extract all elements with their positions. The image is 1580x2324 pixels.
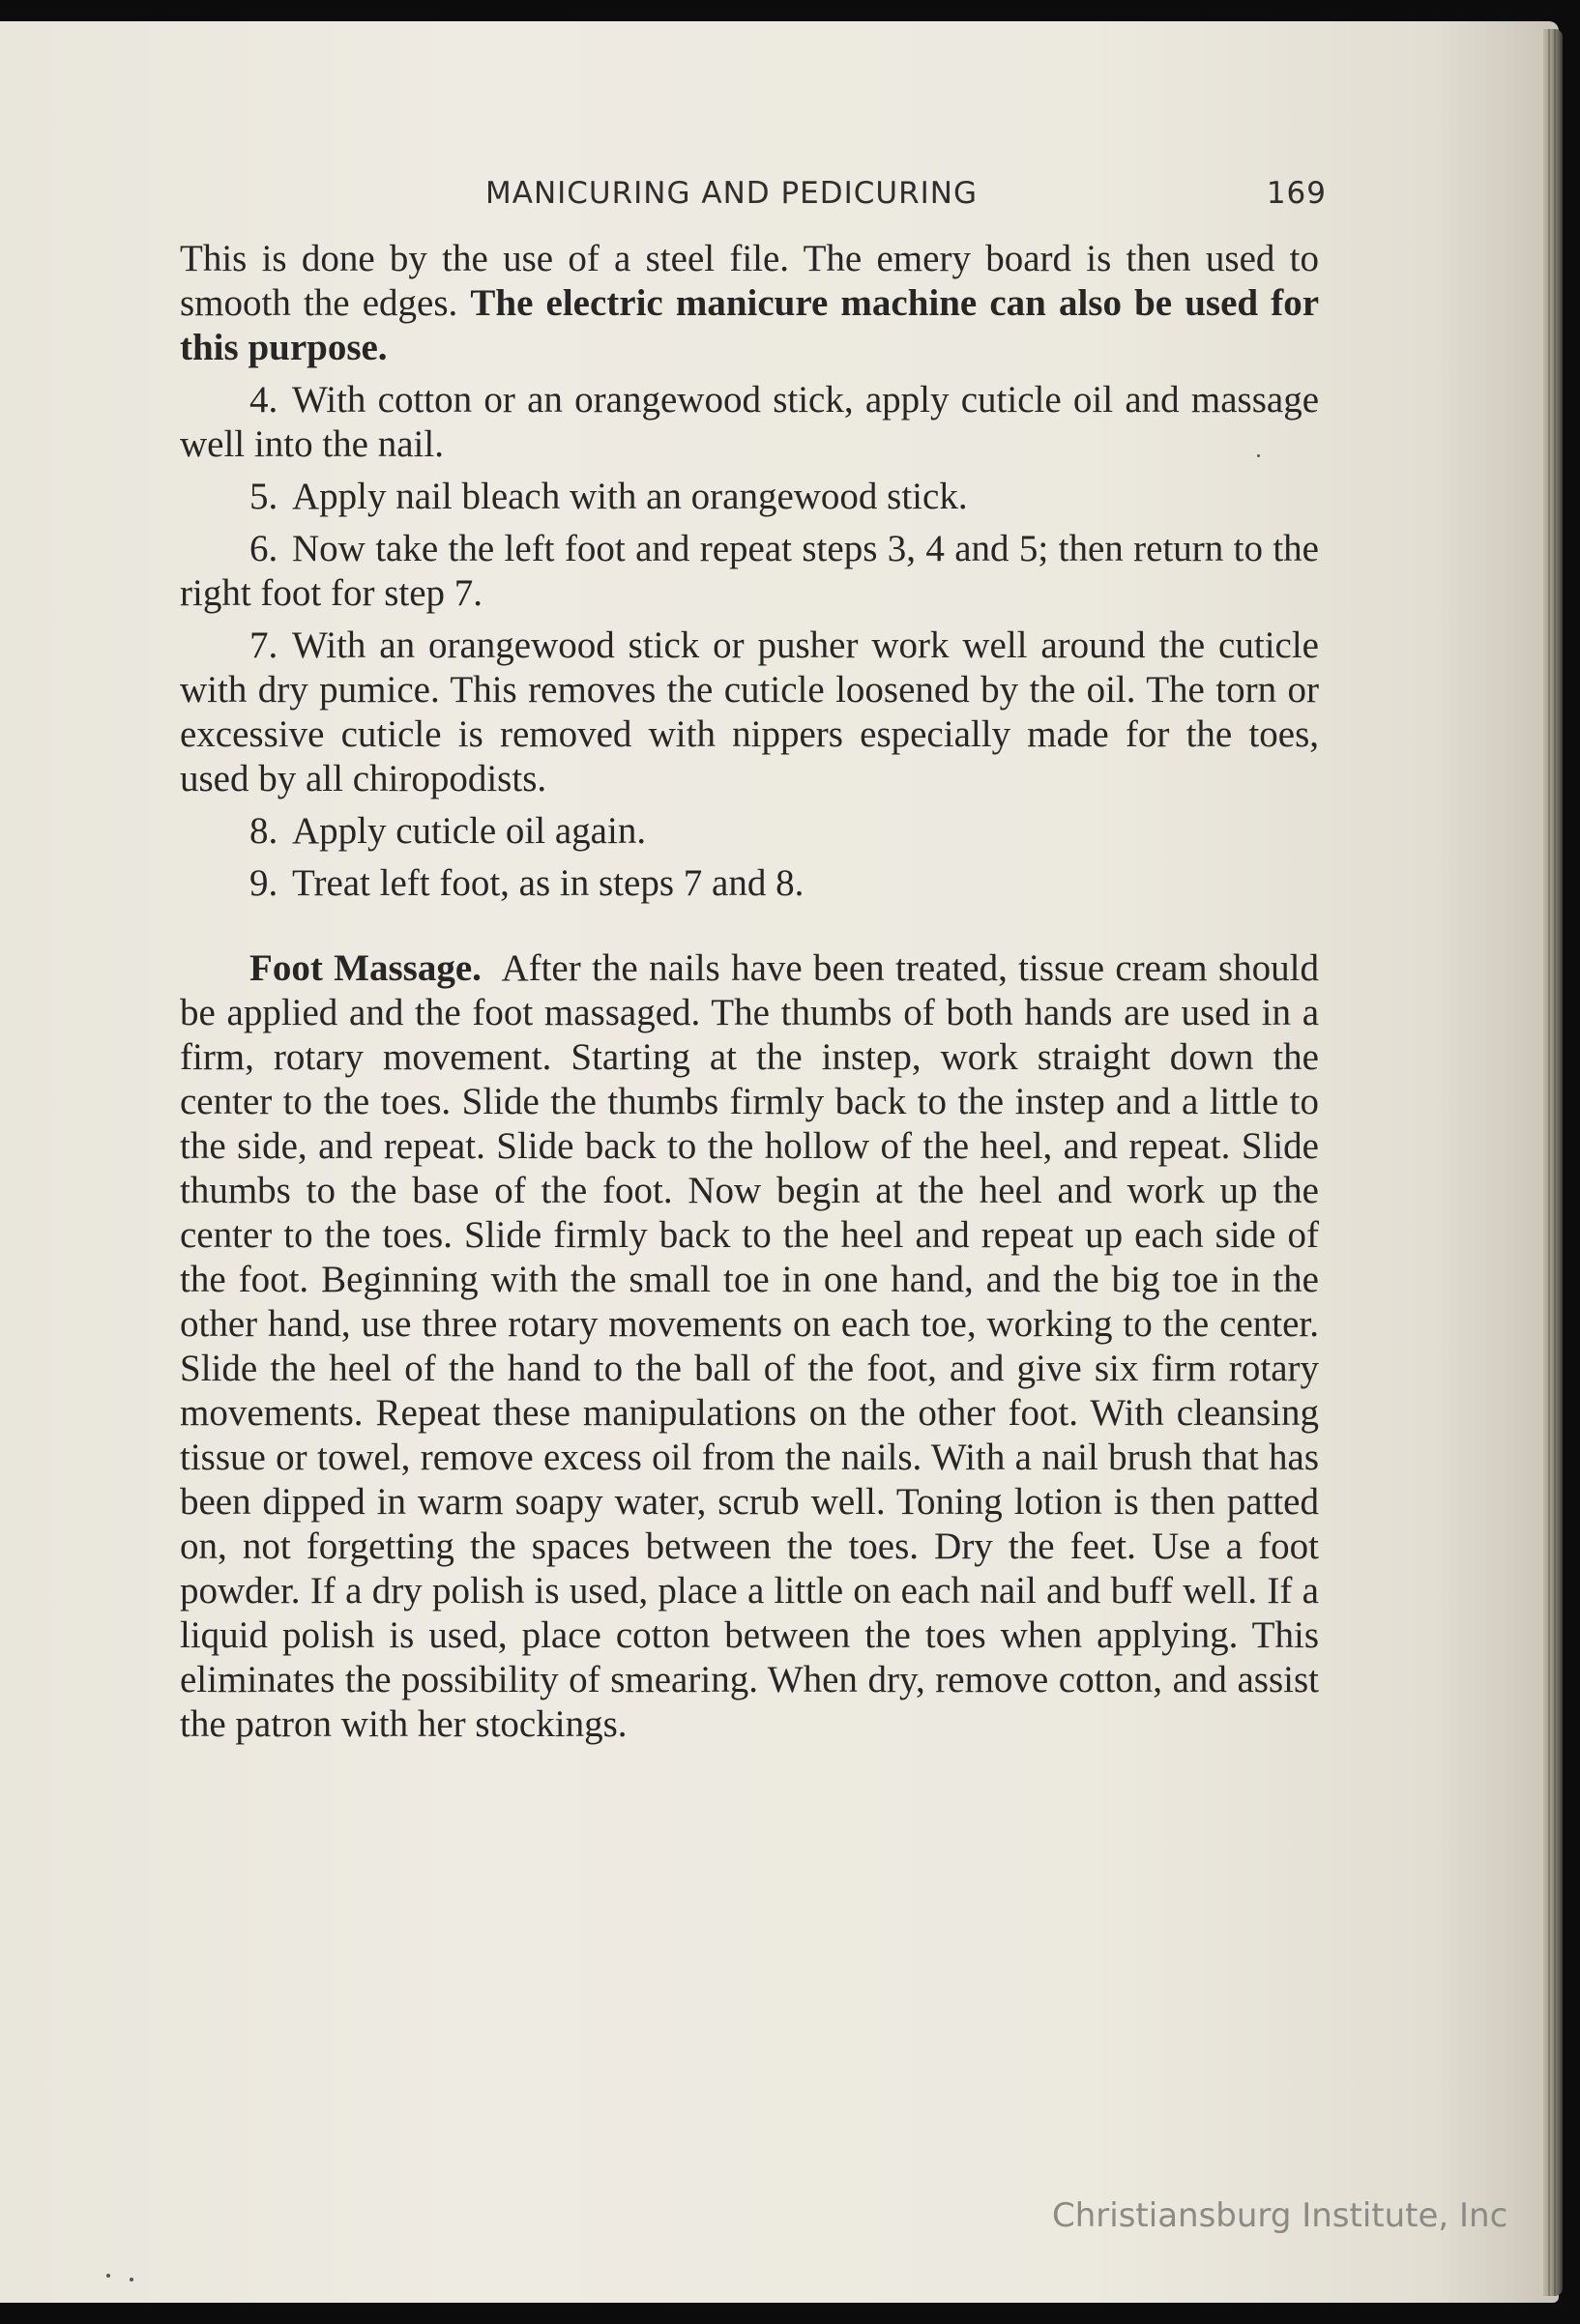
page-body bbox=[180, 237, 1319, 1747]
step-text: Treat left foot, as in steps 7 and 8. bbox=[292, 862, 805, 904]
step-item bbox=[180, 624, 1319, 801]
step-text: Apply nail bleach with an orangewood stick. bbox=[292, 476, 968, 517]
page-number: 169 bbox=[1266, 176, 1327, 211]
step-number: 9. bbox=[249, 862, 278, 904]
page-edge bbox=[1543, 29, 1563, 2296]
edge-line bbox=[1548, 29, 1550, 2296]
dust-speck bbox=[106, 2274, 110, 2278]
dust-speck bbox=[130, 2278, 133, 2281]
intro-paragraph bbox=[180, 237, 1319, 370]
step-number: 4. bbox=[249, 379, 278, 421]
step-item bbox=[180, 475, 1319, 519]
running-title: MANICURING AND PEDICURING bbox=[485, 176, 979, 211]
foot-massage-text: After the nails have been treated, tissue cream should be applied and the foot massaged. The thumbs of both hands are used in a firm, rotary movement. Starting at the instep, work straight down the center to the toes. Slide the thumbs firmly back to the instep and a little to the side, and repeat. Slide back to the hollow of the heel, and repeat. Slide thumbs to the base of the foot. Now begin at the heel and work up the center to the toes. Slide firmly back to the heel and repeat up each side of the foot. Beginning with the small toe in one hand, and the big toe in the other hand, use three rotary movements on each toe, working to the center. Slide the heel of the hand to the ball of the foot, and give six firm rotary movements. Repeat these manipulations on the other foot. With cleansing tissue or towel, remove excess oil from the nails. With a nail brush that has been dipped in warm soapy water, scrub well. Toning lotion is then patted on, not forgetting the spaces between the toes. Dry the feet. Use a foot powder. If a dry polish is used, place a little on each nail and buff well. If a liquid polish is used, place cotton between the toes when applying. This eliminates the possibility of smearing. When dry, remove cotton, and assist the patron with her stockings. bbox=[180, 947, 1319, 1745]
step-text: Now take the left foot and repeat steps 3, 4 and 5; then return to the right foot for step 7. bbox=[180, 528, 1319, 614]
section-heading: Foot Massage. bbox=[249, 947, 482, 989]
dust-speck bbox=[1257, 454, 1260, 457]
foot-massage-paragraph bbox=[180, 946, 1319, 1747]
step-text: Apply cuticle oil again. bbox=[292, 810, 647, 852]
step-item bbox=[180, 809, 1319, 854]
watermark: Christiansburg Institute, Inc bbox=[1052, 2196, 1508, 2235]
step-number: 7. bbox=[249, 625, 278, 666]
step-item bbox=[180, 861, 1319, 906]
step-number: 8. bbox=[249, 810, 278, 852]
step-text: With cotton or an orangewood stick, apply cuticle oil and massage well into the nail. bbox=[180, 379, 1319, 465]
intro-text: This is done by the use of a steel file. The emery board is then used to smooth the edges. bbox=[180, 238, 1319, 324]
step-text: With an orangewood stick or pusher work well around the cuticle with dry pumice. This removes the cuticle loosened by the oil. The torn or excessive cuticle is removed with nippers especially made for the toes, used by all chiropodists. bbox=[180, 625, 1319, 799]
step-number: 6. bbox=[249, 528, 278, 569]
edge-line bbox=[1554, 29, 1556, 2296]
running-head bbox=[485, 176, 1327, 211]
intro-bold-text: The electric manicure machine can also be used for this purpose. bbox=[180, 282, 1319, 368]
step-number: 5. bbox=[249, 476, 278, 517]
step-item bbox=[180, 378, 1319, 467]
step-item bbox=[180, 527, 1319, 616]
